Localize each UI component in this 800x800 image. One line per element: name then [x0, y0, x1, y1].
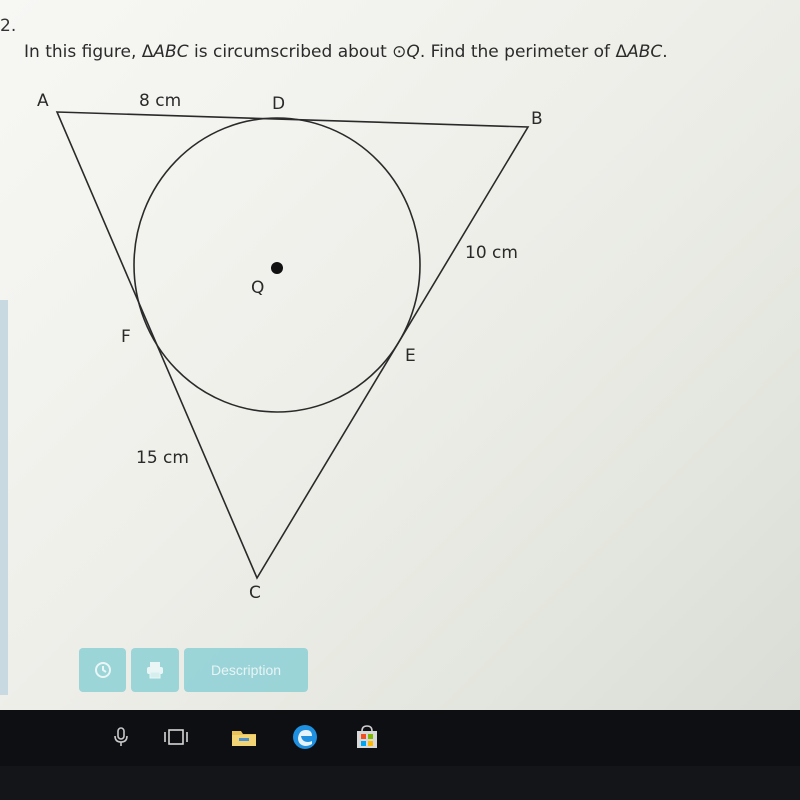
store-icon — [354, 724, 380, 750]
store-button[interactable] — [352, 722, 382, 752]
file-explorer-button[interactable] — [229, 722, 259, 752]
edge-browser-icon — [291, 723, 319, 751]
edge-browser-button[interactable] — [290, 722, 320, 752]
triangle-name-2: ABC — [627, 42, 663, 62]
mic-button[interactable] — [106, 722, 136, 752]
question-text-pre: In this figure, — [24, 42, 142, 62]
folder-icon — [230, 726, 258, 748]
print-button[interactable] — [131, 648, 179, 692]
printer-icon — [145, 661, 165, 679]
triangle-symbol-2: Δ — [615, 42, 628, 62]
question-text-mid: is circumscribed about — [188, 42, 393, 62]
circle-symbol: ⊙ — [392, 42, 407, 62]
description-button[interactable]: Description — [184, 648, 308, 692]
question-text-end: . Find the perimeter of — [419, 42, 616, 62]
task-view-icon — [163, 728, 189, 746]
tangent-label-e: E — [405, 346, 416, 366]
vertex-label-a: A — [37, 91, 49, 111]
measurement-cf: 15 cm — [136, 448, 189, 468]
clock-icon — [94, 661, 112, 679]
measurement-be: 10 cm — [465, 243, 518, 263]
tangent-label-d: D — [272, 94, 286, 114]
history-button[interactable] — [79, 648, 126, 692]
measurement-ad: 8 cm — [139, 91, 182, 111]
vertex-label-c: C — [249, 583, 261, 603]
microphone-icon — [113, 726, 129, 748]
monitor-bezel — [0, 766, 800, 800]
question-text-tail: . — [662, 42, 668, 62]
task-view-button[interactable] — [161, 722, 191, 752]
center-point-q — [271, 262, 283, 274]
triangle-symbol: Δ — [141, 42, 154, 62]
center-label-q: Q — [251, 278, 265, 298]
question-number: 2. — [0, 16, 17, 36]
vertex-label-b: B — [531, 109, 543, 129]
circle-name: Q — [406, 42, 420, 62]
tangent-label-f: F — [121, 327, 131, 347]
triangle-name: ABC — [153, 42, 189, 62]
